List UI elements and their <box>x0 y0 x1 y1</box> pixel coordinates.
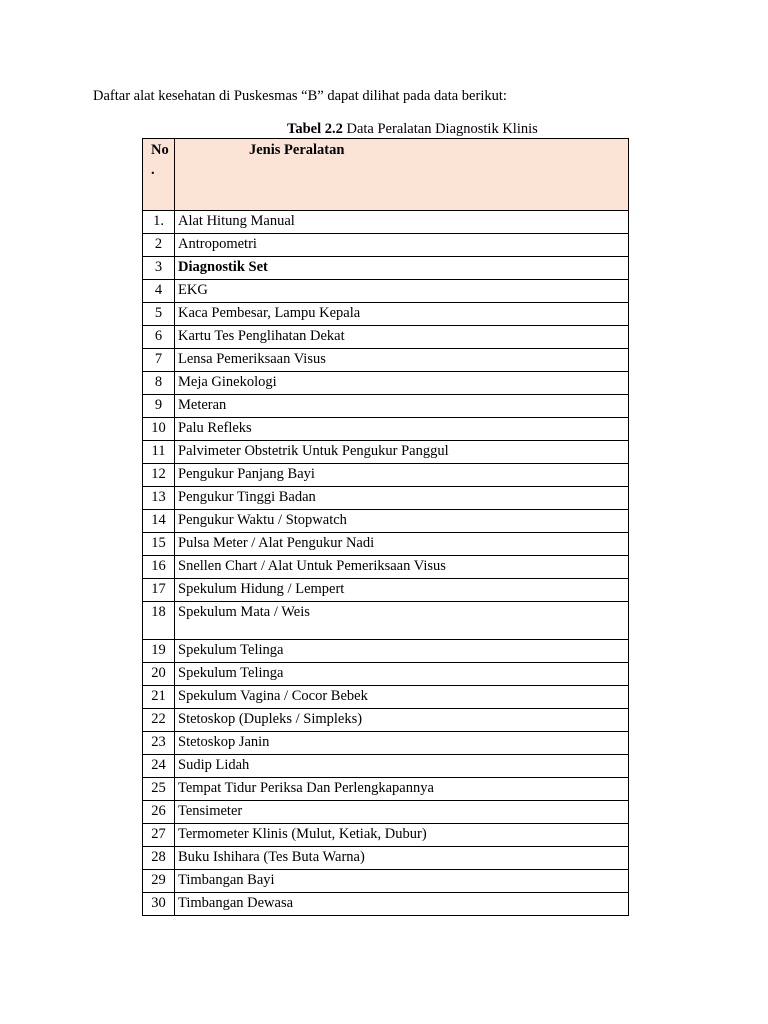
row-number: 14 <box>143 510 175 533</box>
row-number: 10 <box>143 418 175 441</box>
row-number: 1. <box>143 211 175 234</box>
equipment-table <box>142 138 629 916</box>
row-equipment-name: Kaca Pembesar, Lampu Kepala <box>175 303 629 326</box>
table-row <box>143 755 629 778</box>
table-row <box>143 602 629 640</box>
header-no-line1: No <box>151 142 169 158</box>
row-number: 25 <box>143 778 175 801</box>
row-equipment-name: Meteran <box>175 395 629 418</box>
table-row <box>143 663 629 686</box>
table-row <box>143 326 629 349</box>
table-row <box>143 510 629 533</box>
table-row <box>143 280 629 303</box>
row-number: 30 <box>143 893 175 916</box>
row-equipment-name: Timbangan Bayi <box>175 870 629 893</box>
row-equipment-name: Pulsa Meter / Alat Pengukur Nadi <box>175 533 629 556</box>
table-row <box>143 533 629 556</box>
row-number: 2 <box>143 234 175 257</box>
table-header-row <box>143 139 629 211</box>
table-row <box>143 893 629 916</box>
row-equipment-name: Spekulum Mata / Weis <box>175 602 629 640</box>
row-equipment-name: Antropometri <box>175 234 629 257</box>
table-row <box>143 211 629 234</box>
row-equipment-name: Stetoskop Janin <box>175 732 629 755</box>
row-number: 26 <box>143 801 175 824</box>
table-row <box>143 303 629 326</box>
row-equipment-name: Buku Ishihara (Tes Buta Warna) <box>175 847 629 870</box>
row-number: 7 <box>143 349 175 372</box>
row-number: 16 <box>143 556 175 579</box>
row-equipment-name: Spekulum Vagina / Cocor Bebek <box>175 686 629 709</box>
row-equipment-name: Pengukur Waktu / Stopwatch <box>175 510 629 533</box>
row-equipment-name: Meja Ginekologi <box>175 372 629 395</box>
row-equipment-name: Lensa Pemeriksaan Visus <box>175 349 629 372</box>
table-row <box>143 418 629 441</box>
table-row <box>143 441 629 464</box>
table-row <box>143 686 629 709</box>
table-row <box>143 395 629 418</box>
row-equipment-name: Diagnostik Set <box>175 257 629 280</box>
row-equipment-name: Tensimeter <box>175 801 629 824</box>
table-row <box>143 732 629 755</box>
table-row <box>143 349 629 372</box>
row-equipment-name: Spekulum Telinga <box>175 640 629 663</box>
row-number: 15 <box>143 533 175 556</box>
row-number: 17 <box>143 579 175 602</box>
table-row <box>143 579 629 602</box>
row-equipment-name: Pengukur Panjang Bayi <box>175 464 629 487</box>
table-row <box>143 257 629 280</box>
row-equipment-name: Stetoskop (Dupleks / Simpleks) <box>175 709 629 732</box>
row-number: 28 <box>143 847 175 870</box>
row-equipment-name: Timbangan Dewasa <box>175 893 629 916</box>
table-row <box>143 556 629 579</box>
row-number: 6 <box>143 326 175 349</box>
table-row <box>143 372 629 395</box>
row-equipment-name: Palvimeter Obstetrik Untuk Pengukur Panggul <box>175 441 629 464</box>
table-row <box>143 778 629 801</box>
row-equipment-name: EKG <box>175 280 629 303</box>
row-number: 3 <box>143 257 175 280</box>
row-number: 23 <box>143 732 175 755</box>
row-equipment-name: Spekulum Hidung / Lempert <box>175 579 629 602</box>
table-caption <box>287 120 538 138</box>
row-number: 27 <box>143 824 175 847</box>
row-number: 18 <box>143 602 175 640</box>
table-row <box>143 801 629 824</box>
row-equipment-name: Kartu Tes Penglihatan Dekat <box>175 326 629 349</box>
row-number: 11 <box>143 441 175 464</box>
table-row <box>143 464 629 487</box>
row-number: 29 <box>143 870 175 893</box>
intro-paragraph: Daftar alat kesehatan di Puskesmas “B” dapat dilihat pada data berikut: <box>93 88 507 104</box>
row-equipment-name: Snellen Chart / Alat Untuk Pemeriksaan Visus <box>175 556 629 579</box>
row-number: 20 <box>143 663 175 686</box>
row-number: 4 <box>143 280 175 303</box>
row-equipment-name: Sudip Lidah <box>175 755 629 778</box>
row-number: 13 <box>143 487 175 510</box>
row-equipment-name: Termometer Klinis (Mulut, Ketiak, Dubur) <box>175 824 629 847</box>
table-row <box>143 640 629 663</box>
row-number: 24 <box>143 755 175 778</box>
row-equipment-name: Tempat Tidur Periksa Dan Perlengkapannya <box>175 778 629 801</box>
header-no <box>143 139 175 211</box>
header-no-line2: . <box>151 162 155 178</box>
row-equipment-name: Palu Refleks <box>175 418 629 441</box>
table-row <box>143 234 629 257</box>
table-row <box>143 709 629 732</box>
header-jenis-peralatan: Jenis Peralatan <box>175 139 629 211</box>
table-caption-number: Tabel 2.2 <box>287 121 343 137</box>
table-row <box>143 870 629 893</box>
row-number: 9 <box>143 395 175 418</box>
row-equipment-name: Pengukur Tinggi Badan <box>175 487 629 510</box>
row-number: 12 <box>143 464 175 487</box>
row-number: 5 <box>143 303 175 326</box>
table-caption-title: Data Peralatan Diagnostik Klinis <box>346 121 538 137</box>
table-row <box>143 824 629 847</box>
table-row <box>143 487 629 510</box>
row-equipment-name: Spekulum Telinga <box>175 663 629 686</box>
row-number: 21 <box>143 686 175 709</box>
row-number: 8 <box>143 372 175 395</box>
row-number: 19 <box>143 640 175 663</box>
row-number: 22 <box>143 709 175 732</box>
table-row <box>143 847 629 870</box>
row-equipment-name: Alat Hitung Manual <box>175 211 629 234</box>
table-body <box>143 211 629 916</box>
